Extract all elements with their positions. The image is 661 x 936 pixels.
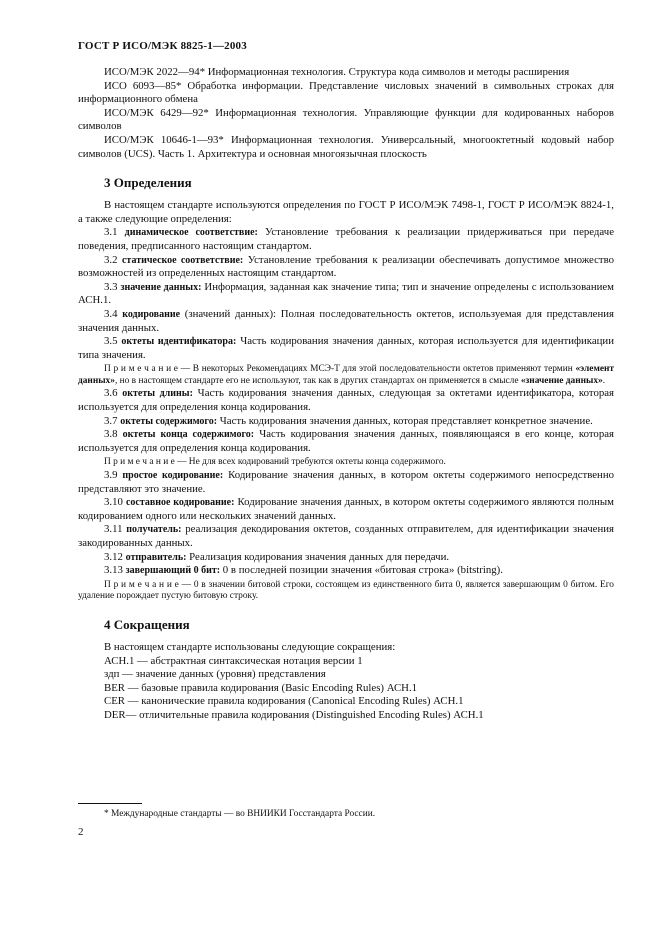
definition-term: кодирование bbox=[122, 308, 181, 320]
definition-term: завершающий 0 бит: bbox=[125, 565, 221, 577]
definition-term: динамическое соответствие: bbox=[124, 227, 258, 239]
definition-term: статическое соответствие: bbox=[121, 254, 244, 266]
definition-3-9: 3.9 простое кодирование: Кодирование значения данных, в котором октеты содержимого непосредственно представляют это значение. bbox=[78, 469, 615, 495]
definition-3-1: 3.1 динамическое соответствие: Установление требования к реализации придерживаться при передаче поведения, предписанного настоящим стандартом. bbox=[78, 226, 614, 252]
section-3-title: 3 Определения bbox=[104, 175, 192, 191]
definition-3-10: 3.10 составное кодирование: Кодирование значения данных, в котором октеты содержимого являются полным кодированием одного или нескольких значений данных. bbox=[78, 496, 615, 522]
definition-term: октеты идентификатора: bbox=[121, 336, 237, 348]
note-2: П р и м е ч а н и е — Не для всех кодирований требуются октеты конца содержимого. bbox=[104, 457, 446, 468]
definition-3-2: 3.2 статическое соответствие: Установление требования к реализации обеспечивать допустимое множество возможностей из определенных настоящим стандартом. bbox=[78, 253, 615, 280]
definition-3-12: 3.12 отправитель: Реализация кодирования значения данных для передачи. bbox=[104, 550, 450, 563]
definition-term: составное кодирование: bbox=[125, 497, 235, 509]
page-number: 2 bbox=[78, 826, 84, 838]
definition-3-8: 3.8 октеты конца содержимого: Часть кодирования значения данных, появляющаяся в его конце, которая используется для определения конца кодирования. bbox=[78, 428, 614, 454]
section-4-title: 4 Сокращения bbox=[104, 616, 190, 632]
abbreviation-item: BER — базовые правила кодирования (Basic Encoding Rules) АСН.1 bbox=[104, 681, 418, 694]
section-3-intro: В настоящем стандарте используются определения по ГОСТ Р ИСО/МЭК 7498-1, ГОСТ Р ИСО/МЭК 8824-1, а также следующие определения: bbox=[78, 199, 614, 225]
ref-item: ИСО/МЭК 2022—94* Информационная технология. Структура кода символов и методы расширения bbox=[104, 66, 570, 78]
abbreviations-intro: В настоящем стандарте использованы следующие сокращения: bbox=[104, 640, 396, 653]
definition-term: отправитель: bbox=[125, 551, 187, 563]
footnote-divider bbox=[78, 803, 142, 804]
abbreviations-list bbox=[78, 641, 614, 723]
note-3: П р и м е ч а н и е — 0 в значении битовой строки, состоящем из единственного бита 0, является завершающим 0 битом. Его удаление порождает пустую битовую строку. bbox=[78, 579, 614, 602]
definition-3-7: 3.7 октеты содержимого: Часть кодирования значения данных, которая представляет конкретное значение. bbox=[104, 414, 593, 427]
abbreviation-item: АСН.1 — абстрактная синтаксическая нотация версии 1 bbox=[104, 654, 363, 667]
definition-3-3: 3.3 значение данных: Информация, заданная как значение типа; тип и значение определены с использованием АСН.1. bbox=[78, 280, 615, 307]
definition-3-13: 3.13 завершающий 0 бит: 0 в последней позиции значения «битовая строка» (bitstring). bbox=[104, 564, 503, 577]
abbreviation-item: здп — значение данных (уровня) представления bbox=[104, 668, 326, 681]
definition-3-5: 3.5 октеты идентификатора: Часть кодирования значения данных, которая используется для идентификации типа значения. bbox=[78, 335, 614, 361]
definition-term: октеты длины: bbox=[122, 388, 193, 400]
definition-term: октеты содержимого: bbox=[120, 415, 218, 427]
ref-item: ИСО/МЭК 6429—92* Информационная технология. Управляющие функции для кодированных наборов символов bbox=[78, 106, 614, 133]
definition-term: значение данных: bbox=[120, 281, 202, 293]
ref-item: ИСО/МЭК 10646-1—93* Информационная технология. Универсальный, многооктетный кодовый набор символов (UCS). Часть 1. Архитектура и основная многоязычная плоскость bbox=[78, 133, 614, 160]
ref-item: ИСО 6093—85* Обработка информации. Представление числовых значений в символьных строках для информационного обмена bbox=[78, 79, 614, 106]
abbreviation-item: CER — канонические правила кодирования (Canonical Encoding Rules) АСН.1 bbox=[104, 695, 464, 708]
definition-3-6: 3.6 октеты длины: Часть кодирования значения данных, следующая за октетами идентификатора, которая используется для определения конца кодирования. bbox=[78, 387, 615, 414]
page-header: ГОСТ Р ИСО/МЭК 8825-1—2003 bbox=[78, 40, 247, 52]
definition-3-4: 3.4 кодирование (значений данных): Полная последовательность октетов, используемая для представления значения данных. bbox=[78, 307, 615, 334]
definition-term: октеты конца содержимого: bbox=[122, 429, 255, 441]
footnote: * Международные стандарты — во ВНИИКИ Госстандарта России. bbox=[104, 809, 376, 819]
page-content bbox=[78, 66, 614, 723]
note-1: П р и м е ч а н и е — В некоторых Рекомендациях МСЭ-Т для этой последовательности октетов применяют термин «элемент данных», но в настоящем стандарте его не используют, так как в других стандартах он применяется в смысле «значение данных». bbox=[78, 364, 615, 386]
definition-term: простое кодирование: bbox=[122, 470, 224, 482]
definition-term: получатель: bbox=[126, 524, 182, 536]
definition-3-11: 3.11 получатель: реализация декодирования октетов, созданных отправителем, для идентификации значения закодированных данных. bbox=[78, 523, 614, 549]
abbreviation-item: DER— отличительные правила кодирования (Distinguished Encoding Rules) АСН.1 bbox=[104, 708, 484, 721]
